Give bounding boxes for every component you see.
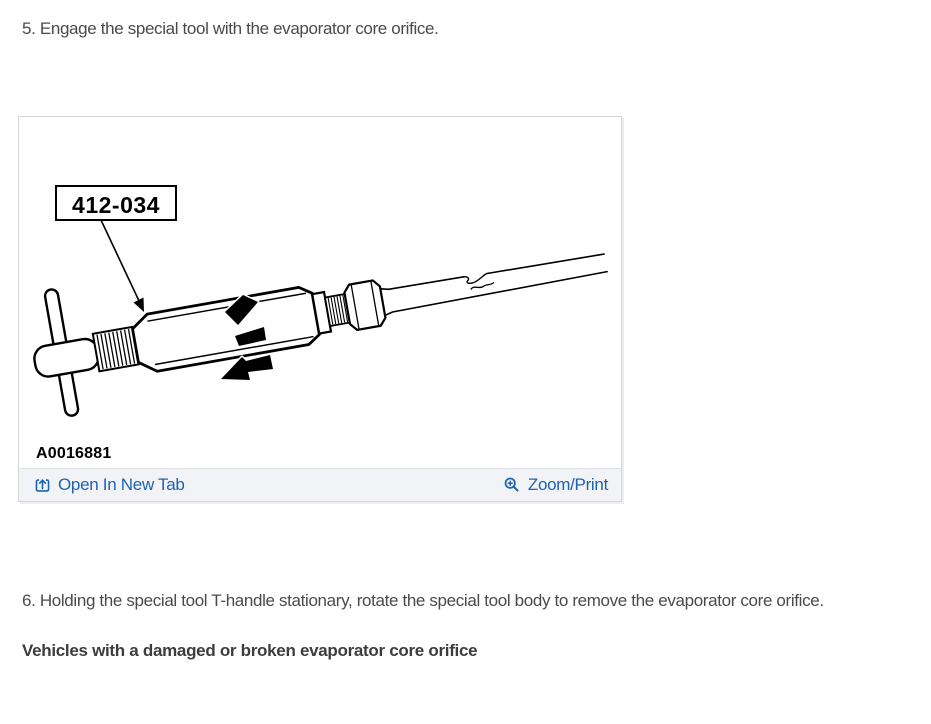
step-5-text: 5. Engage the special tool with the evaporator core orifice. [22,19,439,38]
zoom-print-label: Zoom/Print [527,475,608,494]
open-in-new-tab-icon [34,477,51,494]
figure-panel [18,116,622,502]
open-in-new-tab-label: Open In New Tab [58,475,185,494]
callout-leader-line [101,220,140,303]
evaporator-line-tube [380,249,608,315]
step-6-text: 6. Holding the special tool T-handle stationary, rotate the special tool body to remove the evaporator core orifice. [22,591,824,610]
part-number-text: 412-034 [72,192,160,218]
figure-toolbar [19,468,621,501]
tool-body-barrel [130,285,320,374]
zoom-in-icon [503,476,521,494]
part-number-callout [56,186,176,312]
tool-diagram [19,117,621,469]
tube-break-squiggle [470,282,494,289]
figure-code-text: A0016881 [36,445,112,462]
figure-canvas [19,117,621,469]
special-tool-drawing [23,194,616,421]
t-handle-hub [32,337,100,379]
section-heading: Vehicles with a damaged or broken evaporator core orifice [22,641,478,660]
zoom-print-link[interactable] [503,475,608,495]
tube-break-jog [465,273,488,284]
coupling-nut [343,279,386,331]
open-in-new-tab-link[interactable] [34,475,185,495]
threaded-shaft [93,327,139,371]
